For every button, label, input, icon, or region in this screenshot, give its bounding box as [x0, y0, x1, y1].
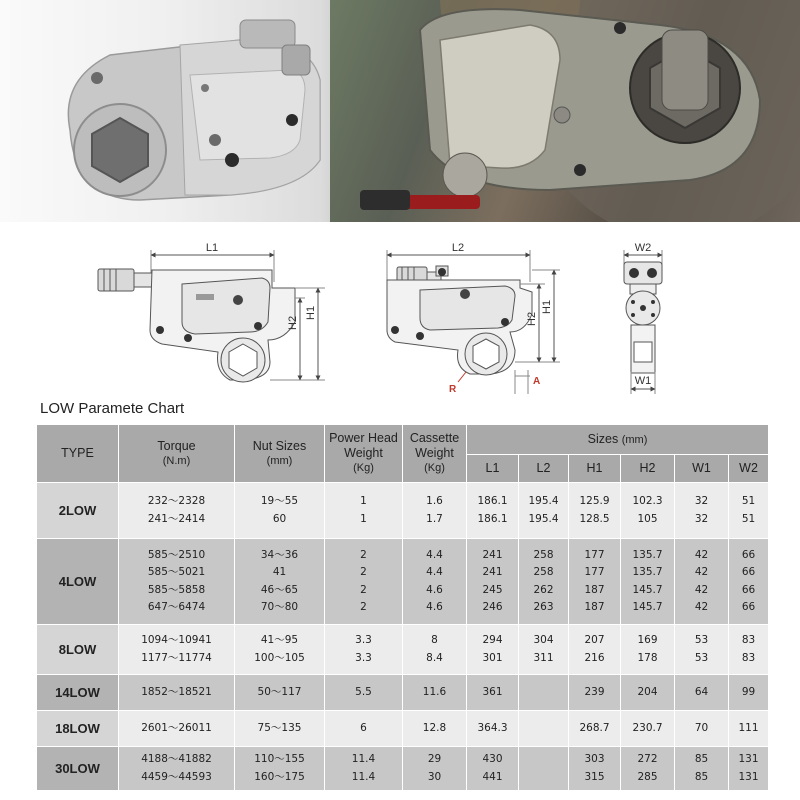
- cell-value: 2: [360, 548, 367, 561]
- cell-value: 186.1: [477, 512, 508, 525]
- front-view-l2-label: L2: [451, 242, 465, 254]
- cell-value: 364.3: [477, 721, 508, 734]
- row-w2: [729, 539, 769, 625]
- row-w2: [729, 711, 769, 747]
- row-h2: [621, 539, 675, 625]
- row-torque: [119, 675, 235, 711]
- row-l2: [519, 747, 569, 791]
- cell-value: 70～80: [260, 601, 299, 613]
- row-w2: [729, 483, 769, 539]
- cell-value: 41～95: [260, 634, 299, 646]
- cell-value: 178: [637, 651, 658, 664]
- row-l2: [519, 483, 569, 539]
- cell-value: 11.4: [351, 753, 376, 765]
- cell-value: 32: [694, 495, 709, 507]
- side-view-h1-label: H1: [305, 305, 317, 320]
- row-type: 18LOW: [37, 711, 119, 747]
- row-cassette: [403, 625, 467, 675]
- header-power-head-unit: (Kg): [353, 462, 374, 474]
- row-h2: [621, 675, 675, 711]
- row-h2: [621, 711, 675, 747]
- cell-value: 4188～41882: [141, 753, 212, 765]
- cell-value: 187: [584, 601, 605, 613]
- row-w1: [675, 747, 729, 791]
- row-w2: [729, 625, 769, 675]
- header-type: TYPE: [37, 425, 119, 483]
- header-nut-sizes: [235, 425, 325, 483]
- cell-value: 441: [482, 770, 503, 783]
- cell-value: 4.4: [426, 566, 443, 578]
- cell-value: 66: [741, 601, 756, 613]
- row-w2: [729, 747, 769, 791]
- cell-value: 3.3: [355, 634, 372, 646]
- row-w1: [675, 539, 729, 625]
- front-view-a-label: A: [533, 376, 541, 387]
- end-view-w1-label: W1: [634, 375, 652, 387]
- cell-value: 585～2510: [147, 548, 206, 561]
- cell-value: 19～55: [260, 495, 299, 507]
- cell-value: 6: [360, 721, 367, 734]
- cell-value: 430: [482, 753, 503, 765]
- cell-value: 303: [584, 753, 605, 765]
- cell-value: 585～5021: [147, 566, 206, 578]
- cell-value: 4.6: [426, 601, 443, 613]
- cell-value: 304: [533, 634, 554, 646]
- cell-value: 51: [741, 495, 756, 507]
- end-view-drawing: [624, 250, 662, 394]
- cell-value: 647～6474: [147, 601, 206, 613]
- row-type: 30LOW: [37, 747, 119, 791]
- cell-value: 83: [741, 634, 756, 646]
- row-h2: [621, 747, 675, 791]
- product-photo-banner: [0, 0, 800, 222]
- dimension-drawings: [0, 222, 800, 400]
- cell-value: 195.4: [528, 495, 559, 507]
- cell-value: 70: [694, 721, 709, 734]
- cell-value: 66: [741, 583, 756, 596]
- cell-value: 29: [427, 753, 442, 765]
- cell-value: 204: [637, 685, 658, 698]
- cell-value: 311: [533, 651, 554, 664]
- header-nut-unit: (mm): [266, 454, 293, 467]
- cell-value: 241～2414: [147, 512, 206, 525]
- row-torque: [119, 747, 235, 791]
- cell-value: 34～36: [260, 548, 299, 561]
- table-row: [37, 539, 769, 625]
- cell-value: 50～117: [257, 685, 302, 698]
- table-row: [37, 711, 769, 747]
- cell-value: 131: [738, 770, 759, 783]
- cell-value: 4.4: [426, 548, 443, 561]
- cell-value: 186.1: [477, 495, 508, 507]
- row-h1: [569, 747, 621, 791]
- row-h1: [569, 483, 621, 539]
- cell-value: 585～5858: [147, 583, 206, 596]
- row-h1: [569, 675, 621, 711]
- cell-value: 1.7: [426, 512, 443, 525]
- cell-value: 135.7: [632, 566, 663, 578]
- row-type: 8LOW: [37, 625, 119, 675]
- wrench-on-flange-illustration: [330, 0, 800, 222]
- header-dim-h2: H2: [621, 455, 675, 483]
- header-cassette-unit: (Kg): [424, 462, 445, 474]
- cell-value: 64: [694, 685, 709, 698]
- row-cassette: [403, 711, 467, 747]
- header-cassette: [403, 425, 467, 483]
- row-w1: [675, 675, 729, 711]
- cell-value: 99: [741, 685, 756, 698]
- row-nut: [235, 675, 325, 711]
- table-row: [37, 675, 769, 711]
- row-h1: [569, 625, 621, 675]
- cell-value: 230.7: [632, 721, 663, 734]
- cell-value: 262: [533, 583, 554, 596]
- cell-value: 160～175: [254, 770, 305, 783]
- header-dim-h1: H1: [569, 455, 621, 483]
- cell-value: 241: [482, 548, 503, 561]
- row-power-head: [325, 483, 403, 539]
- cell-value: 2601～26011: [141, 721, 212, 734]
- header-torque-unit: (N.m): [162, 454, 191, 467]
- front-view-h2-label: H2: [526, 311, 538, 326]
- cell-value: 66: [741, 566, 756, 578]
- cell-value: 8: [431, 634, 438, 646]
- header-cassette-label: Cassette Weight: [409, 431, 460, 460]
- row-power-head: [325, 675, 403, 711]
- header-sizes: [467, 425, 769, 455]
- row-cassette: [403, 483, 467, 539]
- cell-value: 135.7: [632, 548, 663, 561]
- parameter-table-body: [37, 483, 769, 791]
- cell-value: 294: [482, 634, 503, 646]
- cell-value: 85: [694, 770, 709, 783]
- row-l1: [467, 711, 519, 747]
- cell-value: 11.6: [422, 685, 447, 698]
- row-l1: [467, 483, 519, 539]
- table-row: [37, 625, 769, 675]
- row-l2: [519, 711, 569, 747]
- row-torque: [119, 625, 235, 675]
- cell-value: 315: [584, 770, 605, 783]
- row-power-head: [325, 625, 403, 675]
- cell-value: 85: [694, 753, 709, 765]
- row-power-head: [325, 539, 403, 625]
- cell-value: 105: [637, 512, 658, 525]
- cell-value: 42: [694, 566, 709, 578]
- cell-value: 42: [694, 548, 709, 561]
- header-sizes-unit: (mm): [621, 433, 648, 446]
- cell-value: 2: [360, 601, 367, 613]
- row-cassette: [403, 747, 467, 791]
- cell-value: 60: [272, 512, 287, 525]
- cell-value: 110～155: [254, 753, 305, 765]
- row-torque: [119, 483, 235, 539]
- cell-value: 100～105: [254, 651, 305, 664]
- row-nut: [235, 483, 325, 539]
- cell-value: 1094～10941: [141, 634, 212, 646]
- row-h2: [621, 625, 675, 675]
- cell-value: 4459～44593: [141, 770, 212, 783]
- row-power-head: [325, 711, 403, 747]
- cell-value: 128.5: [579, 512, 610, 525]
- row-h2: [621, 483, 675, 539]
- header-power-head: [325, 425, 403, 483]
- header-dim-l1: L1: [467, 455, 519, 483]
- row-nut: [235, 747, 325, 791]
- row-w1: [675, 483, 729, 539]
- cell-value: 111: [738, 721, 759, 734]
- row-power-head: [325, 747, 403, 791]
- side-view-h2-label: H2: [287, 315, 299, 330]
- cell-value: 4.6: [426, 583, 443, 596]
- row-type: 2LOW: [37, 483, 119, 539]
- cell-value: 1.6: [426, 495, 443, 507]
- cell-value: 1177～11774: [141, 651, 212, 664]
- row-nut: [235, 711, 325, 747]
- cell-value: 268.7: [579, 721, 610, 734]
- cell-value: 1: [360, 495, 367, 507]
- row-l1: [467, 625, 519, 675]
- dimension-diagrams: [0, 222, 800, 400]
- row-w2: [729, 675, 769, 711]
- header-torque-label: Torque: [157, 438, 196, 453]
- cell-value: 272: [637, 753, 658, 765]
- end-view-w2-label: W2: [634, 242, 652, 254]
- row-l2: [519, 539, 569, 625]
- cell-value: 145.7: [632, 601, 663, 613]
- cell-value: 177: [584, 566, 605, 578]
- cell-value: 53: [694, 634, 709, 646]
- row-torque: [119, 711, 235, 747]
- cell-value: 11.4: [351, 770, 376, 783]
- header-dim-l2: L2: [519, 455, 569, 483]
- cell-value: 51: [741, 512, 756, 525]
- table-row: [37, 747, 769, 791]
- cell-value: 66: [741, 548, 756, 561]
- row-nut: [235, 625, 325, 675]
- row-torque: [119, 539, 235, 625]
- cell-value: 216: [584, 651, 605, 664]
- row-l2: [519, 625, 569, 675]
- row-type: 4LOW: [37, 539, 119, 625]
- cell-value: 46～65: [260, 583, 299, 596]
- cell-value: 8.4: [426, 651, 443, 664]
- cell-value: 207: [584, 634, 605, 646]
- cell-value: 125.9: [579, 495, 610, 507]
- row-w1: [675, 711, 729, 747]
- cell-value: 5.5: [355, 685, 372, 698]
- cell-value: 361: [482, 685, 503, 698]
- cell-value: 258: [533, 548, 554, 561]
- row-cassette: [403, 539, 467, 625]
- cell-value: 2: [360, 566, 367, 578]
- side-view-l1-label: L1: [205, 242, 219, 254]
- row-l2: [519, 675, 569, 711]
- cell-value: 2: [360, 583, 367, 596]
- row-nut: [235, 539, 325, 625]
- cell-value: 53: [694, 651, 709, 664]
- wrench-in-use-photo: [330, 0, 800, 222]
- row-l1: [467, 675, 519, 711]
- cell-value: 42: [694, 601, 709, 613]
- row-h1: [569, 711, 621, 747]
- cell-value: 83: [741, 651, 756, 664]
- front-view-h1-label: H1: [541, 299, 553, 314]
- row-type: 14LOW: [37, 675, 119, 711]
- cell-value: 263: [533, 601, 554, 613]
- cell-value: 232～2328: [147, 495, 206, 507]
- cell-value: 195.4: [528, 512, 559, 525]
- cell-value: 285: [637, 770, 658, 783]
- cell-value: 241: [482, 566, 503, 578]
- cell-value: 42: [694, 583, 709, 596]
- cell-value: 41: [272, 566, 287, 578]
- row-w1: [675, 625, 729, 675]
- cell-value: 1: [360, 512, 367, 525]
- cell-value: 177: [584, 548, 605, 561]
- header-dim-w2: W2: [729, 455, 769, 483]
- parameter-chart-title: LOW Paramete Chart: [40, 400, 185, 417]
- cell-value: 301: [482, 651, 503, 664]
- cell-value: 258: [533, 566, 554, 578]
- table-row: [37, 483, 769, 539]
- header-power-head-label: Power Head Weight: [329, 431, 398, 460]
- row-l1: [467, 747, 519, 791]
- front-view-r-label: R: [449, 384, 457, 395]
- cell-value: 32: [694, 512, 709, 525]
- cell-value: 1852～18521: [141, 685, 212, 698]
- cell-value: 169: [637, 634, 658, 646]
- cell-value: 245: [482, 583, 503, 596]
- row-cassette: [403, 675, 467, 711]
- cell-value: 239: [584, 685, 605, 698]
- row-l1: [467, 539, 519, 625]
- cell-value: 30: [427, 770, 442, 783]
- header-dim-w1: W1: [675, 455, 729, 483]
- cell-value: 3.3: [355, 651, 372, 664]
- row-h1: [569, 539, 621, 625]
- parameter-table: [36, 424, 769, 791]
- header-torque: [119, 425, 235, 483]
- cell-value: 246: [482, 601, 503, 613]
- cell-value: 187: [584, 583, 605, 596]
- cell-value: 12.8: [422, 721, 447, 734]
- cell-value: 102.3: [632, 495, 663, 507]
- cell-value: 75～135: [257, 721, 302, 734]
- header-sizes-label: Sizes: [587, 431, 619, 446]
- header-nut-label: Nut Sizes: [252, 438, 307, 453]
- cell-value: 131: [738, 753, 759, 765]
- cell-value: 145.7: [632, 583, 663, 596]
